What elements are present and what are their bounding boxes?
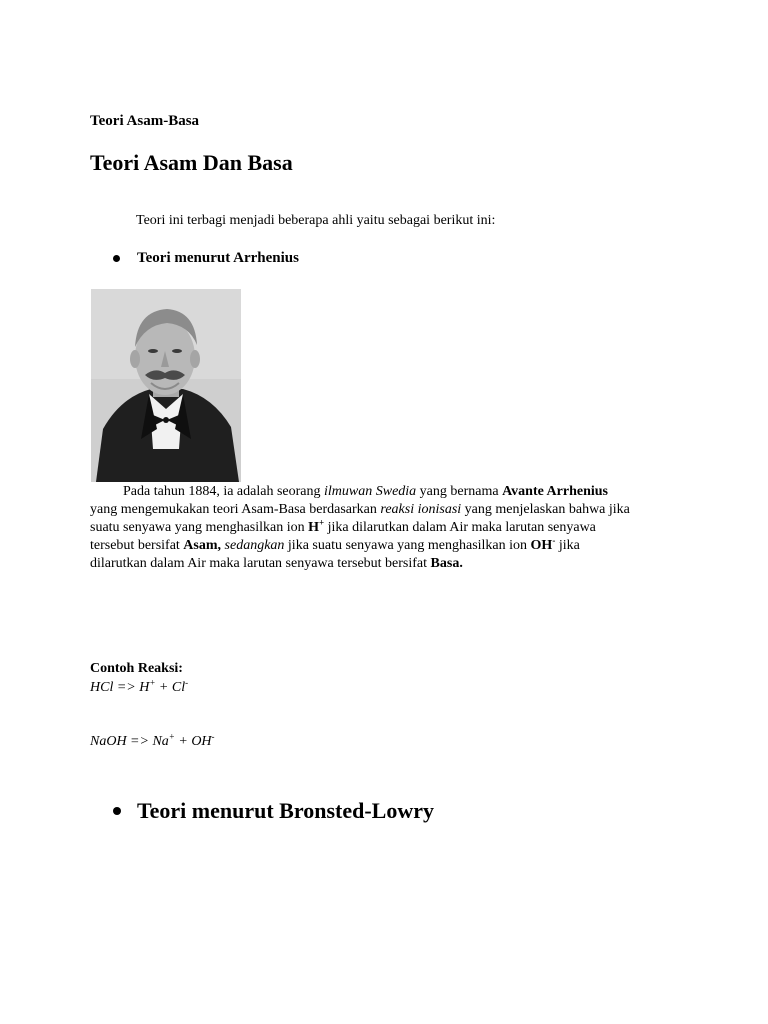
portrait-photo	[91, 289, 241, 482]
reaction-text: + OH	[174, 734, 212, 749]
superscript: -	[211, 731, 215, 742]
arrhenius-paragraph	[90, 483, 690, 573]
text-segment: suatu senyawa yang menghasilkan ion	[90, 520, 309, 535]
superscript: +	[149, 677, 156, 688]
paragraph-line-5	[90, 555, 690, 573]
paragraph-line-3	[90, 519, 690, 537]
superscript: +	[168, 731, 175, 742]
bullet-bronsted-lowry-label: Teori menurut Bronsted-Lowry	[137, 798, 434, 823]
page-title: Teori Asam Dan Basa	[90, 150, 293, 175]
example-heading: Contoh Reaksi:	[90, 661, 183, 676]
text-segment-bold: Asam,	[183, 538, 222, 553]
superscript: -	[185, 677, 189, 688]
text-segment: yang bernama	[416, 484, 503, 499]
intro-text: Teori ini terbagi menjadi beberapa ahli yaitu sebagai berikut ini:	[136, 213, 496, 228]
text-segment-italic: sedangkan	[224, 538, 285, 553]
bullet-arrhenius-label: Teori menurut Arrhenius	[137, 250, 299, 266]
text-segment: jika	[555, 538, 580, 553]
text-segment-italic: reaksi ionisasi	[380, 502, 462, 517]
text-segment-bold: Basa.	[430, 556, 463, 571]
reaction-naoh	[90, 731, 215, 750]
text-segment-italic: ilmuwan Swedia	[324, 484, 417, 499]
paragraph-line-2	[90, 501, 690, 519]
reaction-text: NaOH => Na	[90, 734, 169, 749]
paragraph-line-1	[90, 483, 690, 501]
text-segment-bold: OH	[530, 538, 553, 553]
bullet-arrhenius	[113, 250, 299, 267]
text-segment: tersebut bersifat	[90, 538, 184, 553]
text-segment: jika suatu senyawa yang menghasilkan ion	[284, 538, 531, 553]
text-segment: dilarutkan dalam Air maka larutan senyawa tersebut bersifat	[90, 556, 431, 571]
text-segment-bold: H	[308, 520, 320, 535]
paragraph-line-4	[90, 537, 690, 555]
bullet-dot-icon	[113, 807, 121, 815]
text-segment: jika dilarutkan dalam Air maka larutan senyawa	[324, 520, 596, 535]
reaction-hcl	[90, 677, 189, 696]
text-segment: yang menjelaskan bahwa jika	[461, 502, 630, 517]
bullet-bronsted-lowry	[113, 798, 434, 824]
reaction-text: HCl => H	[90, 680, 150, 695]
text-segment-bold: Avante Arrhenius	[502, 484, 609, 499]
superscript: +	[319, 517, 325, 528]
text-segment: yang mengemukakan teori Asam-Basa berdasarkan	[90, 502, 381, 517]
arrhenius-portrait	[91, 289, 241, 482]
reaction-text: + Cl	[155, 680, 186, 695]
bullet-dot-icon	[113, 255, 120, 262]
superscript: -	[552, 535, 556, 546]
document-subtitle: Teori Asam-Basa	[90, 113, 200, 129]
text-segment: Pada tahun 1884, ia adalah seorang	[123, 484, 324, 499]
